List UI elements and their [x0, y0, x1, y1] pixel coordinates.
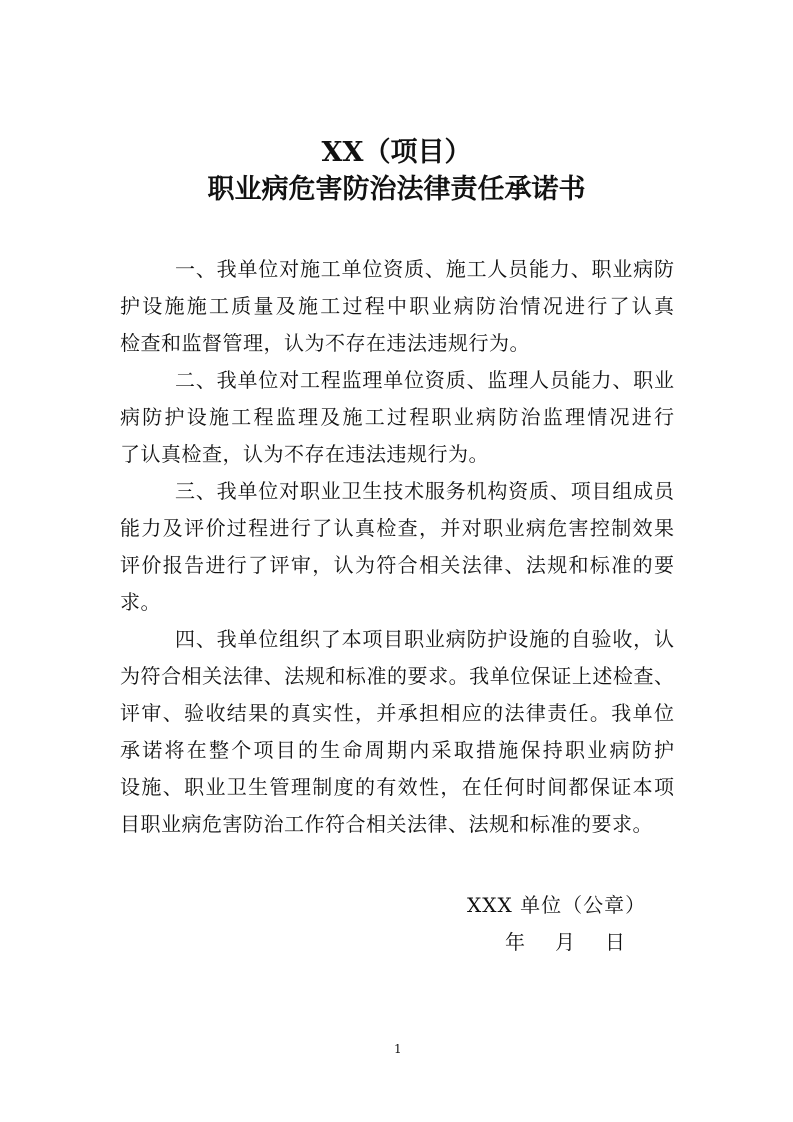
document-body: [120, 251, 674, 843]
paragraph: [120, 621, 674, 843]
paragraph-line: 三、我单位对职业卫生技术服务机构资质、项目组成员: [175, 479, 674, 503]
paragraph-line: 了认真检查，认为不存在违法违规行为。: [120, 442, 489, 466]
paragraph-line: 护设施施工质量及施工过程中职业病防治情况进行了认真: [120, 294, 674, 318]
document-title: 职业病危害防治法律责任承诺书: [207, 174, 586, 205]
paragraph: [120, 362, 674, 473]
paragraph-line: 一、我单位对施工单位资质、施工人员能力、职业病防: [175, 257, 674, 281]
paragraph-line: 求。: [120, 590, 161, 614]
date-month: 月: [555, 930, 575, 954]
paragraph-line: 为符合相关法律、法规和标准的要求。我单位保证上述检查、: [120, 664, 674, 688]
paragraph-line: 承诺将在整个项目的生命周期内采取措施保持职业病防护: [120, 738, 674, 762]
paragraph-line: 病防护设施工程监理及施工过程职业病防治监理情况进行: [120, 405, 674, 429]
signature-date: [505, 927, 625, 957]
document-title-project: XX（项目）: [321, 137, 472, 168]
page-number: 1: [394, 1042, 402, 1056]
paragraph: [120, 251, 674, 362]
paragraph-line: 二、我单位对工程监理单位资质、监理人员能力、职业: [175, 368, 674, 392]
paragraph-line: 评价报告进行了评审，认为符合相关法律、法规和标准的要: [120, 553, 674, 577]
date-year: 年: [505, 930, 525, 954]
paragraph-line: 检查和监督管理，认为不存在违法违规行为。: [120, 331, 530, 355]
paragraph-line: 评审、验收结果的真实性，并承担相应的法律责任。我单位: [120, 701, 674, 725]
signature-unit-seal: XXX 单位（公章）: [467, 893, 647, 917]
paragraph: [120, 473, 674, 621]
paragraph-line: 能力及评价过程进行了认真检查，并对职业病危害控制效果: [120, 516, 674, 540]
paragraph-line: 四、我单位组织了本项目职业病防护设施的自验收，认: [175, 627, 674, 651]
paragraph-line: 目职业病危害防治工作符合相关法律、法规和标准的要求。: [120, 812, 653, 836]
date-day: 日: [605, 930, 625, 954]
paragraph-line: 设施、职业卫生管理制度的有效性，在任何时间都保证本项: [120, 775, 674, 799]
